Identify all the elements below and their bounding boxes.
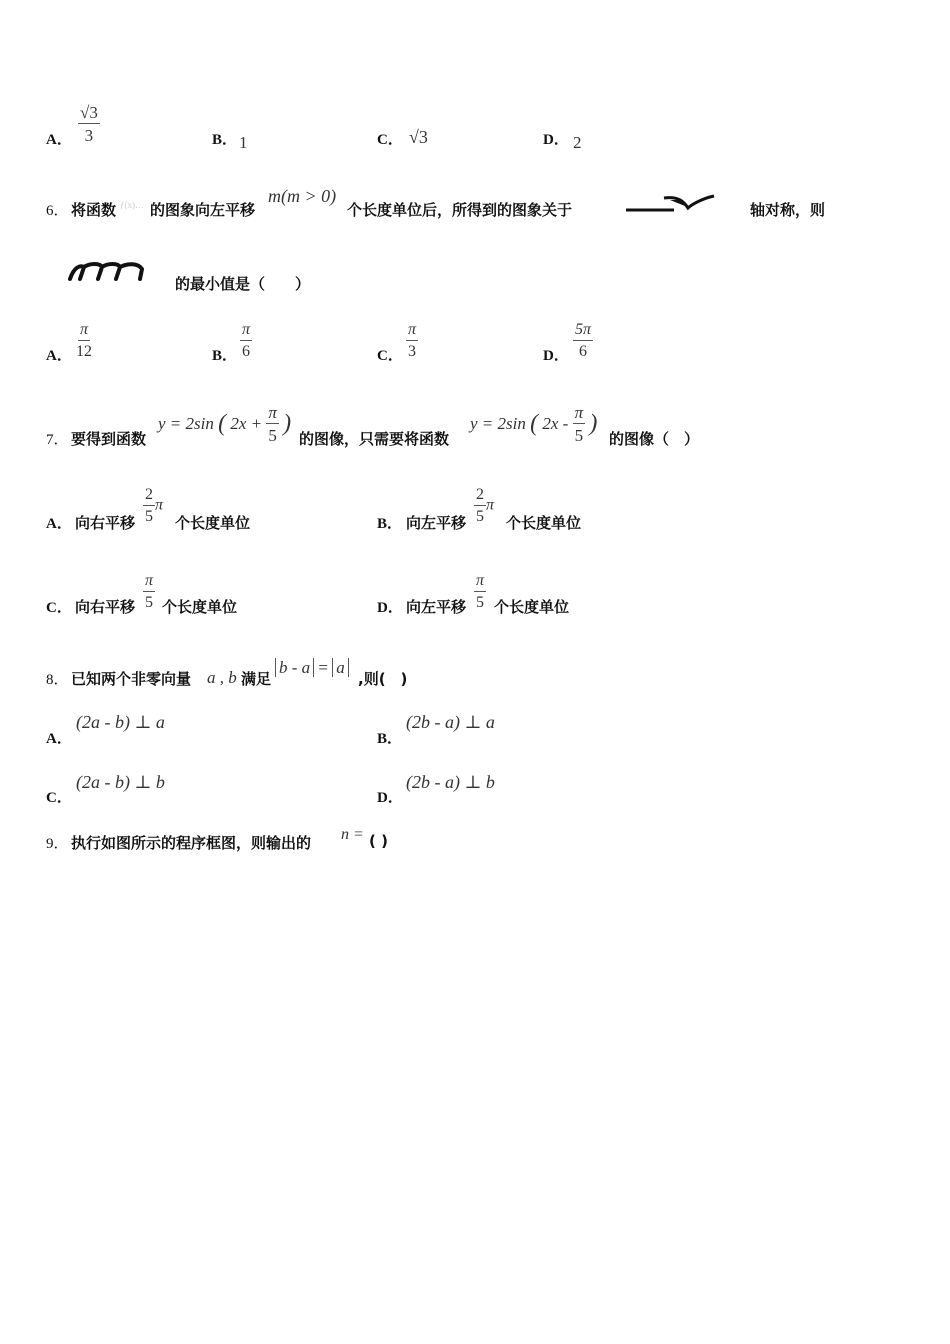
q6-function-image: ƒ(x)… bbox=[120, 200, 144, 210]
q8-text-2: 满足 bbox=[241, 670, 272, 688]
q6-option-c-label: C． bbox=[377, 348, 403, 364]
q6-option-a-label: A． bbox=[46, 348, 72, 364]
q6-option-d-value: $\frac{5\pi}{6}$ bbox=[575, 321, 592, 360]
q7-option-b-pre: 向左平移 bbox=[406, 514, 467, 532]
y-axis-symbol-image bbox=[624, 190, 716, 216]
q8-option-c-label: C． bbox=[46, 790, 72, 806]
q7-option-c-post: 个长度单位 bbox=[162, 598, 238, 616]
q6-text-1: 将函数 bbox=[71, 201, 117, 219]
q9-text-1: 执行如图所示的程序框图，则输出的 bbox=[71, 834, 312, 852]
q9-math-n: n = bbox=[341, 826, 364, 843]
q6-text-4: 轴对称，则 bbox=[750, 201, 826, 219]
q7-option-d-pre: 向左平移 bbox=[406, 598, 467, 616]
q6-math-m: m(m > 0) bbox=[268, 186, 337, 206]
q7-text-2: 的图像，只需要将函数 bbox=[299, 430, 450, 448]
q7-option-a-pre: 向右平移 bbox=[75, 514, 136, 532]
q7-option-d-value: $\frac{\pi}{5}$ bbox=[476, 572, 485, 611]
q7-option-b-post: 个长度单位 bbox=[506, 514, 582, 532]
q8-number: 8． bbox=[46, 672, 69, 688]
q6-option-d-label: D． bbox=[543, 348, 569, 364]
q5-option-d-value: 2 bbox=[573, 133, 582, 152]
q7-option-d-label: D． bbox=[377, 600, 403, 616]
q7-text-1: 要得到函数 bbox=[71, 430, 147, 448]
q7-expression-2: y = 2sin ( 2x - $\frac{\pi}{5}$ ) bbox=[470, 403, 598, 445]
q8-option-a-value: (2a - b) ⊥ a bbox=[76, 712, 165, 732]
q8-vars: a , b bbox=[207, 668, 237, 687]
q6-option-b-label: B． bbox=[212, 348, 238, 364]
q8-text-1: 已知两个非零向量 bbox=[71, 670, 192, 688]
q5-option-b-value: 1 bbox=[239, 133, 248, 152]
q5-option-a-label: A． bbox=[46, 132, 72, 148]
q5-option-d-label: D． bbox=[543, 132, 569, 148]
q6-option-b-value: $\frac{\pi}{6}$ bbox=[242, 321, 251, 360]
q7-option-a-post: 个长度单位 bbox=[175, 514, 251, 532]
q7-option-d-post: 个长度单位 bbox=[494, 598, 570, 616]
q7-option-c-label: C． bbox=[46, 600, 72, 616]
q6-text-5: 的最小值是（ ） bbox=[175, 275, 311, 293]
q6-number: 6． bbox=[46, 203, 69, 219]
q7-option-c-pre: 向右平移 bbox=[75, 598, 136, 616]
q7-expression-1: y = 2sin ( 2x + $\frac{\pi}{5}$ ) bbox=[158, 403, 292, 445]
q9-number: 9． bbox=[46, 836, 69, 852]
q7-option-c-value: $\frac{\pi}{5}$ bbox=[145, 572, 154, 611]
q5-option-c-label: C． bbox=[377, 132, 403, 148]
q9-text-2: ( ) bbox=[369, 832, 388, 850]
q8-condition: b - a = a bbox=[275, 658, 349, 678]
q7-option-b-value: $\frac{2}{5}$ π bbox=[476, 486, 495, 525]
q5-option-b-label: B． bbox=[212, 132, 238, 148]
q5-option-c-value: √3 bbox=[409, 127, 428, 147]
q8-option-b-label: B． bbox=[377, 731, 403, 747]
q8-option-d-label: D． bbox=[377, 790, 403, 806]
q7-option-b-label: B． bbox=[377, 516, 403, 532]
q7-option-a-label: A． bbox=[46, 516, 72, 532]
q8-option-d-value: (2b - a) ⊥ b bbox=[406, 772, 495, 792]
m-symbol-image bbox=[66, 259, 148, 283]
q6-text-2: 的图象向左平移 bbox=[150, 201, 256, 219]
q7-number: 7． bbox=[46, 432, 69, 448]
q7-option-a-value: $\frac{2}{5}$ π bbox=[145, 486, 164, 525]
q8-option-a-label: A． bbox=[46, 731, 72, 747]
q5-option-a-value: $\frac{√3}{3}$ bbox=[80, 103, 98, 145]
q8-option-c-value: (2a - b) ⊥ b bbox=[76, 772, 165, 792]
q7-text-3: 的图像（ ） bbox=[609, 430, 700, 448]
q6-text-3: 个长度单位后，所得到的图象关于 bbox=[347, 201, 573, 219]
q6-option-a-value: $\frac{\pi}{12}$ bbox=[76, 321, 92, 360]
q8-option-b-value: (2b - a) ⊥ a bbox=[406, 712, 495, 732]
q8-text-3: ,则( ) bbox=[358, 670, 408, 688]
q6-option-c-value: $\frac{\pi}{3}$ bbox=[408, 321, 417, 360]
